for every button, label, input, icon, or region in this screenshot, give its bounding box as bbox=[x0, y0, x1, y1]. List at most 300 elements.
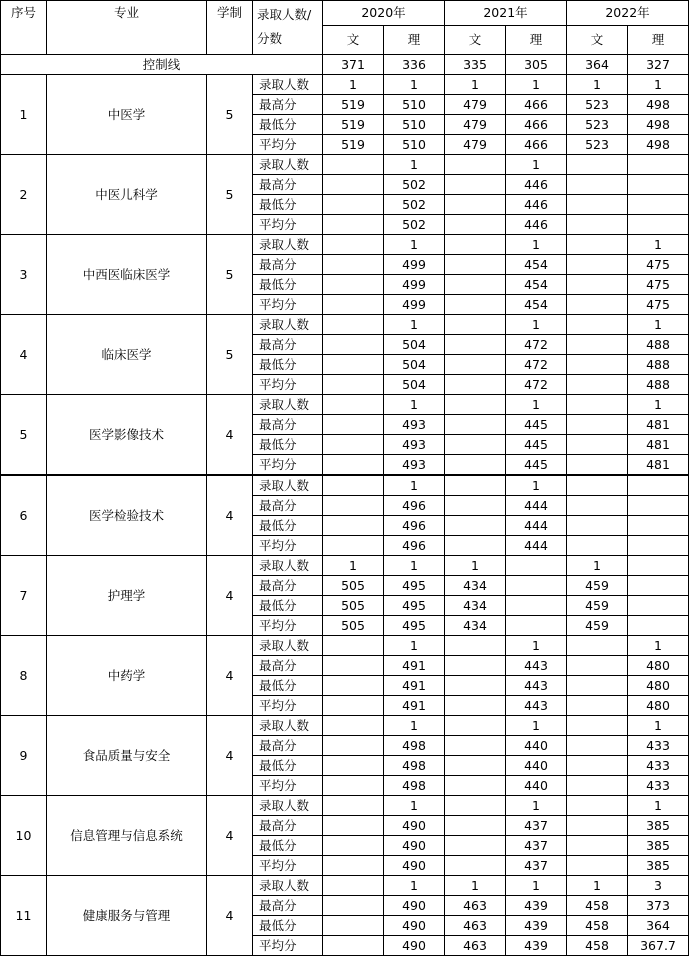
major-number: 9 bbox=[1, 716, 47, 796]
score-cell: 1 bbox=[628, 796, 689, 816]
score-cell bbox=[567, 455, 628, 476]
major-duration: 5 bbox=[207, 155, 253, 235]
score-cell bbox=[567, 395, 628, 415]
metric-label: 最低分 bbox=[253, 676, 323, 696]
score-cell bbox=[445, 475, 506, 496]
score-cell: 458 bbox=[567, 936, 628, 956]
score-cell: 1 bbox=[506, 636, 567, 656]
score-cell bbox=[323, 275, 384, 295]
score-cell: 463 bbox=[445, 916, 506, 936]
score-cell bbox=[323, 856, 384, 876]
score-cell: 454 bbox=[506, 275, 567, 295]
score-cell: 1 bbox=[384, 395, 445, 415]
score-cell bbox=[445, 776, 506, 796]
score-cell: 463 bbox=[445, 936, 506, 956]
score-cell: 445 bbox=[506, 435, 567, 455]
header-metric bbox=[253, 1, 323, 55]
major-number: 7 bbox=[1, 556, 47, 636]
score-cell: 1 bbox=[506, 75, 567, 95]
score-cell: 385 bbox=[628, 856, 689, 876]
score-cell: 1 bbox=[384, 75, 445, 95]
score-cell: 439 bbox=[506, 936, 567, 956]
score-cell: 490 bbox=[384, 916, 445, 936]
score-cell bbox=[567, 816, 628, 836]
score-cell bbox=[567, 636, 628, 656]
score-cell: 1 bbox=[628, 716, 689, 736]
score-cell bbox=[323, 395, 384, 415]
score-cell bbox=[506, 616, 567, 636]
score-cell bbox=[445, 516, 506, 536]
score-cell: 385 bbox=[628, 816, 689, 836]
score-cell bbox=[567, 375, 628, 395]
score-cell bbox=[628, 475, 689, 496]
table-row bbox=[1, 315, 689, 335]
score-cell: 496 bbox=[384, 516, 445, 536]
score-cell bbox=[323, 776, 384, 796]
score-cell: 437 bbox=[506, 856, 567, 876]
score-cell bbox=[445, 536, 506, 556]
score-cell bbox=[445, 656, 506, 676]
header-year-2021: 2021年 bbox=[445, 1, 567, 26]
major-name: 食品质量与安全 bbox=[47, 716, 207, 796]
header-seq: 序号 bbox=[1, 1, 47, 55]
score-cell: 479 bbox=[445, 95, 506, 115]
score-cell: 433 bbox=[628, 776, 689, 796]
score-cell: 458 bbox=[567, 896, 628, 916]
major-duration: 4 bbox=[207, 475, 253, 556]
score-cell: 439 bbox=[506, 896, 567, 916]
metric-label: 平均分 bbox=[253, 455, 323, 476]
score-cell: 445 bbox=[506, 455, 567, 476]
control-line-value: 371 bbox=[323, 55, 384, 75]
score-cell: 367.7 bbox=[628, 936, 689, 956]
score-cell bbox=[323, 536, 384, 556]
score-cell: 488 bbox=[628, 335, 689, 355]
score-cell bbox=[445, 195, 506, 215]
major-duration: 4 bbox=[207, 796, 253, 876]
score-cell: 481 bbox=[628, 415, 689, 435]
major-name: 临床医学 bbox=[47, 315, 207, 395]
score-cell: 466 bbox=[506, 95, 567, 115]
control-line-value: 335 bbox=[445, 55, 506, 75]
score-cell: 439 bbox=[506, 916, 567, 936]
score-cell: 458 bbox=[567, 916, 628, 936]
score-cell bbox=[506, 596, 567, 616]
metric-label: 平均分 bbox=[253, 375, 323, 395]
metric-label: 平均分 bbox=[253, 536, 323, 556]
score-cell bbox=[323, 736, 384, 756]
metric-label: 最高分 bbox=[253, 95, 323, 115]
table-row bbox=[1, 155, 689, 175]
score-cell bbox=[323, 335, 384, 355]
score-cell: 446 bbox=[506, 195, 567, 215]
metric-label: 录取人数 bbox=[253, 636, 323, 656]
score-cell bbox=[323, 475, 384, 496]
score-cell: 491 bbox=[384, 696, 445, 716]
score-cell bbox=[567, 475, 628, 496]
score-cell bbox=[567, 215, 628, 235]
header-arts: 文 bbox=[323, 26, 384, 55]
major-number: 11 bbox=[1, 876, 47, 956]
score-cell: 1 bbox=[445, 556, 506, 576]
score-cell: 385 bbox=[628, 836, 689, 856]
score-cell bbox=[445, 435, 506, 455]
score-cell: 440 bbox=[506, 756, 567, 776]
score-cell: 459 bbox=[567, 576, 628, 596]
score-cell bbox=[323, 455, 384, 476]
score-cell bbox=[445, 836, 506, 856]
metric-label: 最低分 bbox=[253, 355, 323, 375]
score-cell bbox=[567, 175, 628, 195]
score-cell bbox=[628, 496, 689, 516]
score-cell: 496 bbox=[384, 496, 445, 516]
metric-label: 最低分 bbox=[253, 756, 323, 776]
metric-label: 最高分 bbox=[253, 656, 323, 676]
major-duration: 4 bbox=[207, 395, 253, 476]
metric-label: 录取人数 bbox=[253, 235, 323, 255]
score-cell: 488 bbox=[628, 375, 689, 395]
control-line-label: 控制线 bbox=[1, 55, 323, 75]
table-row bbox=[1, 876, 689, 896]
score-cell: 443 bbox=[506, 696, 567, 716]
score-cell: 490 bbox=[384, 836, 445, 856]
score-cell bbox=[567, 315, 628, 335]
score-cell bbox=[445, 816, 506, 836]
score-cell: 475 bbox=[628, 255, 689, 275]
score-cell bbox=[323, 155, 384, 175]
score-cell: 1 bbox=[567, 556, 628, 576]
header-row-years bbox=[1, 1, 689, 26]
metric-label: 录取人数 bbox=[253, 395, 323, 415]
score-cell bbox=[445, 155, 506, 175]
score-cell bbox=[567, 415, 628, 435]
score-cell bbox=[628, 576, 689, 596]
score-cell: 444 bbox=[506, 536, 567, 556]
score-cell bbox=[323, 676, 384, 696]
score-cell: 490 bbox=[384, 856, 445, 876]
score-cell: 3 bbox=[628, 876, 689, 896]
score-cell: 498 bbox=[384, 756, 445, 776]
score-cell: 1 bbox=[628, 75, 689, 95]
score-cell bbox=[567, 435, 628, 455]
score-cell: 505 bbox=[323, 616, 384, 636]
score-cell: 480 bbox=[628, 676, 689, 696]
score-cell bbox=[567, 836, 628, 856]
major-name: 中西医临床医学 bbox=[47, 235, 207, 315]
score-cell bbox=[323, 195, 384, 215]
score-cell bbox=[323, 916, 384, 936]
metric-label: 最高分 bbox=[253, 335, 323, 355]
metric-label: 最高分 bbox=[253, 576, 323, 596]
score-cell: 1 bbox=[506, 155, 567, 175]
score-cell: 444 bbox=[506, 516, 567, 536]
score-cell bbox=[628, 516, 689, 536]
score-cell bbox=[445, 395, 506, 415]
score-cell: 493 bbox=[384, 435, 445, 455]
score-cell bbox=[445, 215, 506, 235]
score-cell: 459 bbox=[567, 616, 628, 636]
score-cell: 433 bbox=[628, 736, 689, 756]
score-cell: 446 bbox=[506, 215, 567, 235]
metric-label: 最高分 bbox=[253, 255, 323, 275]
control-line-row bbox=[1, 55, 689, 75]
score-cell: 445 bbox=[506, 415, 567, 435]
score-cell: 495 bbox=[384, 596, 445, 616]
score-cell: 1 bbox=[323, 75, 384, 95]
score-cell bbox=[567, 516, 628, 536]
score-cell: 499 bbox=[384, 255, 445, 275]
score-cell: 523 bbox=[567, 115, 628, 135]
score-cell bbox=[567, 536, 628, 556]
score-cell bbox=[323, 636, 384, 656]
score-cell bbox=[567, 275, 628, 295]
major-name: 中医儿科学 bbox=[47, 155, 207, 235]
score-cell: 434 bbox=[445, 576, 506, 596]
score-cell: 446 bbox=[506, 175, 567, 195]
score-cell: 1 bbox=[567, 876, 628, 896]
score-cell bbox=[445, 856, 506, 876]
table-row bbox=[1, 395, 689, 415]
metric-label: 平均分 bbox=[253, 215, 323, 235]
metric-label: 录取人数 bbox=[253, 155, 323, 175]
metric-label: 录取人数 bbox=[253, 796, 323, 816]
score-cell: 488 bbox=[628, 355, 689, 375]
score-cell bbox=[567, 295, 628, 315]
table-row bbox=[1, 475, 689, 496]
score-cell: 444 bbox=[506, 496, 567, 516]
score-cell: 491 bbox=[384, 676, 445, 696]
score-cell bbox=[567, 716, 628, 736]
score-cell bbox=[323, 175, 384, 195]
metric-label: 平均分 bbox=[253, 856, 323, 876]
metric-label: 录取人数 bbox=[253, 315, 323, 335]
metric-label: 平均分 bbox=[253, 776, 323, 796]
score-cell: 466 bbox=[506, 115, 567, 135]
major-duration: 4 bbox=[207, 716, 253, 796]
major-name: 中医学 bbox=[47, 75, 207, 155]
table-row bbox=[1, 75, 689, 95]
score-cell bbox=[323, 716, 384, 736]
score-cell: 1 bbox=[628, 636, 689, 656]
score-cell bbox=[567, 696, 628, 716]
header-science: 理 bbox=[506, 26, 567, 55]
score-cell: 472 bbox=[506, 335, 567, 355]
score-cell bbox=[567, 255, 628, 275]
score-cell: 504 bbox=[384, 355, 445, 375]
score-cell: 466 bbox=[506, 135, 567, 155]
score-cell: 1 bbox=[445, 876, 506, 896]
score-cell bbox=[323, 816, 384, 836]
major-name: 医学检验技术 bbox=[47, 475, 207, 556]
metric-label: 最低分 bbox=[253, 275, 323, 295]
metric-label: 录取人数 bbox=[253, 556, 323, 576]
table-row bbox=[1, 796, 689, 816]
score-cell bbox=[323, 496, 384, 516]
score-cell bbox=[323, 375, 384, 395]
score-cell bbox=[323, 836, 384, 856]
score-cell: 454 bbox=[506, 295, 567, 315]
score-cell: 364 bbox=[628, 916, 689, 936]
score-cell bbox=[628, 215, 689, 235]
metric-label: 最高分 bbox=[253, 816, 323, 836]
score-cell: 505 bbox=[323, 596, 384, 616]
score-cell: 1 bbox=[384, 796, 445, 816]
metric-label: 最高分 bbox=[253, 736, 323, 756]
score-cell: 504 bbox=[384, 375, 445, 395]
score-cell: 475 bbox=[628, 275, 689, 295]
score-cell bbox=[445, 496, 506, 516]
score-cell: 434 bbox=[445, 616, 506, 636]
header-metric-line2: 分数 bbox=[257, 31, 283, 46]
major-number: 10 bbox=[1, 796, 47, 876]
header-arts: 文 bbox=[567, 26, 628, 55]
score-cell bbox=[567, 155, 628, 175]
score-cell: 443 bbox=[506, 656, 567, 676]
metric-label: 平均分 bbox=[253, 616, 323, 636]
score-cell: 1 bbox=[506, 716, 567, 736]
score-cell: 502 bbox=[384, 215, 445, 235]
score-cell bbox=[628, 616, 689, 636]
score-cell: 523 bbox=[567, 95, 628, 115]
score-cell bbox=[445, 315, 506, 335]
score-cell bbox=[445, 335, 506, 355]
major-name: 医学影像技术 bbox=[47, 395, 207, 476]
score-cell bbox=[445, 696, 506, 716]
score-cell: 1 bbox=[384, 876, 445, 896]
score-cell bbox=[628, 175, 689, 195]
metric-label: 最低分 bbox=[253, 115, 323, 135]
score-cell bbox=[323, 876, 384, 896]
score-cell: 475 bbox=[628, 295, 689, 315]
score-cell bbox=[445, 355, 506, 375]
score-cell: 510 bbox=[384, 115, 445, 135]
header-year-2022: 2022年 bbox=[567, 1, 689, 26]
score-cell bbox=[323, 315, 384, 335]
metric-label: 平均分 bbox=[253, 696, 323, 716]
score-cell: 1 bbox=[384, 235, 445, 255]
major-duration: 4 bbox=[207, 636, 253, 716]
major-name: 中药学 bbox=[47, 636, 207, 716]
table-row bbox=[1, 235, 689, 255]
score-cell: 1 bbox=[384, 475, 445, 496]
score-cell: 493 bbox=[384, 455, 445, 476]
score-cell: 502 bbox=[384, 175, 445, 195]
major-number: 3 bbox=[1, 235, 47, 315]
score-cell: 496 bbox=[384, 536, 445, 556]
score-cell bbox=[445, 175, 506, 195]
score-cell bbox=[445, 796, 506, 816]
major-number: 2 bbox=[1, 155, 47, 235]
score-cell: 1 bbox=[506, 876, 567, 896]
major-number: 5 bbox=[1, 395, 47, 476]
score-cell bbox=[567, 496, 628, 516]
score-cell: 523 bbox=[567, 135, 628, 155]
major-number: 4 bbox=[1, 315, 47, 395]
score-cell: 480 bbox=[628, 696, 689, 716]
score-cell: 490 bbox=[384, 816, 445, 836]
score-cell: 1 bbox=[628, 235, 689, 255]
score-cell: 498 bbox=[384, 776, 445, 796]
score-cell bbox=[445, 716, 506, 736]
score-cell: 505 bbox=[323, 576, 384, 596]
table-row bbox=[1, 716, 689, 736]
score-cell: 434 bbox=[445, 596, 506, 616]
table-row bbox=[1, 556, 689, 576]
metric-label: 最低分 bbox=[253, 516, 323, 536]
score-cell: 1 bbox=[506, 395, 567, 415]
score-cell: 504 bbox=[384, 335, 445, 355]
score-cell bbox=[445, 736, 506, 756]
metric-label: 最高分 bbox=[253, 496, 323, 516]
metric-label: 录取人数 bbox=[253, 876, 323, 896]
major-name: 健康服务与管理 bbox=[47, 876, 207, 956]
score-cell bbox=[445, 275, 506, 295]
score-cell bbox=[567, 656, 628, 676]
score-cell: 510 bbox=[384, 95, 445, 115]
metric-label: 录取人数 bbox=[253, 716, 323, 736]
score-cell: 1 bbox=[384, 716, 445, 736]
score-cell: 479 bbox=[445, 135, 506, 155]
score-cell bbox=[445, 455, 506, 476]
score-cell: 499 bbox=[384, 275, 445, 295]
score-cell bbox=[445, 295, 506, 315]
score-cell bbox=[567, 756, 628, 776]
score-cell bbox=[445, 235, 506, 255]
control-line-value: 364 bbox=[567, 55, 628, 75]
score-cell: 481 bbox=[628, 455, 689, 476]
score-cell bbox=[445, 375, 506, 395]
score-cell bbox=[628, 596, 689, 616]
major-duration: 4 bbox=[207, 876, 253, 956]
metric-label: 录取人数 bbox=[253, 475, 323, 496]
score-cell bbox=[323, 355, 384, 375]
score-cell: 454 bbox=[506, 255, 567, 275]
score-cell: 459 bbox=[567, 596, 628, 616]
score-cell: 498 bbox=[628, 95, 689, 115]
control-line-value: 305 bbox=[506, 55, 567, 75]
score-cell: 463 bbox=[445, 896, 506, 916]
metric-label: 最高分 bbox=[253, 415, 323, 435]
metric-label: 平均分 bbox=[253, 936, 323, 956]
major-name: 信息管理与信息系统 bbox=[47, 796, 207, 876]
score-cell: 481 bbox=[628, 435, 689, 455]
score-cell: 1 bbox=[567, 75, 628, 95]
score-cell: 498 bbox=[628, 135, 689, 155]
score-cell: 1 bbox=[384, 315, 445, 335]
table-row bbox=[1, 636, 689, 656]
score-cell bbox=[628, 195, 689, 215]
metric-label: 录取人数 bbox=[253, 75, 323, 95]
score-cell: 1 bbox=[506, 475, 567, 496]
major-number: 1 bbox=[1, 75, 47, 155]
score-cell: 519 bbox=[323, 135, 384, 155]
major-duration: 4 bbox=[207, 556, 253, 636]
score-cell bbox=[323, 255, 384, 275]
score-cell bbox=[567, 235, 628, 255]
metric-label: 最低分 bbox=[253, 916, 323, 936]
score-cell bbox=[445, 756, 506, 776]
score-cell: 490 bbox=[384, 936, 445, 956]
score-cell bbox=[567, 676, 628, 696]
score-cell bbox=[567, 355, 628, 375]
score-cell: 499 bbox=[384, 295, 445, 315]
score-cell bbox=[323, 295, 384, 315]
score-cell: 440 bbox=[506, 736, 567, 756]
metric-label: 最高分 bbox=[253, 896, 323, 916]
header-metric-line1: 录取人数/ bbox=[257, 7, 312, 22]
score-cell: 495 bbox=[384, 616, 445, 636]
score-cell bbox=[323, 415, 384, 435]
